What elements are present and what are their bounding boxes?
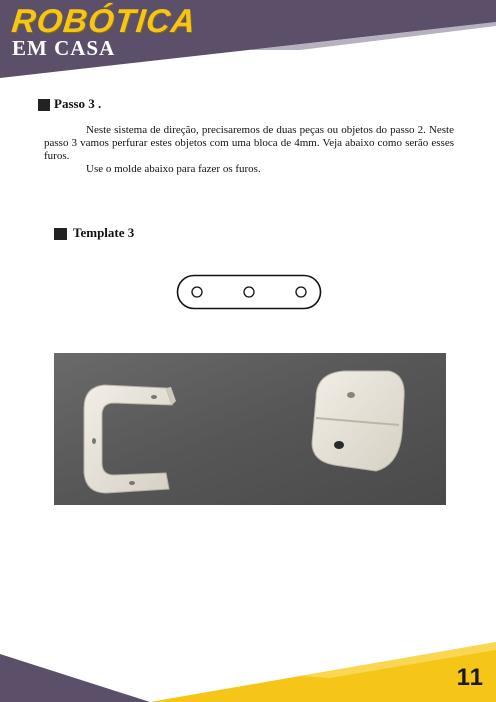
- paragraph: Use o molde abaixo para fazer os furos.: [86, 163, 261, 175]
- bent-plastic-brackets-photo: [54, 353, 446, 505]
- brand-subtitle: EM CASA: [12, 36, 116, 60]
- body-text: [44, 124, 454, 176]
- step-heading: [38, 96, 101, 112]
- brand-title: ROBÓTICA: [10, 2, 198, 39]
- template-drawing: [176, 274, 322, 312]
- page-number: 11: [456, 664, 484, 691]
- bullet-square-icon: [54, 228, 67, 240]
- template-heading-text: Template 3: [73, 225, 135, 240]
- step-heading-text: Passo 3 .: [54, 96, 102, 111]
- template-heading: [54, 225, 134, 241]
- bullet-square-icon: [38, 99, 50, 111]
- paragraph: Neste sistema de direção, precisaremos de duas peças ou objetos do passo 2. Neste passo 3 vamos perfurar estes objetos com uma bloca de 4mm. Veja abaixo como serão esses furos.: [44, 124, 454, 162]
- footer-band: [0, 642, 496, 702]
